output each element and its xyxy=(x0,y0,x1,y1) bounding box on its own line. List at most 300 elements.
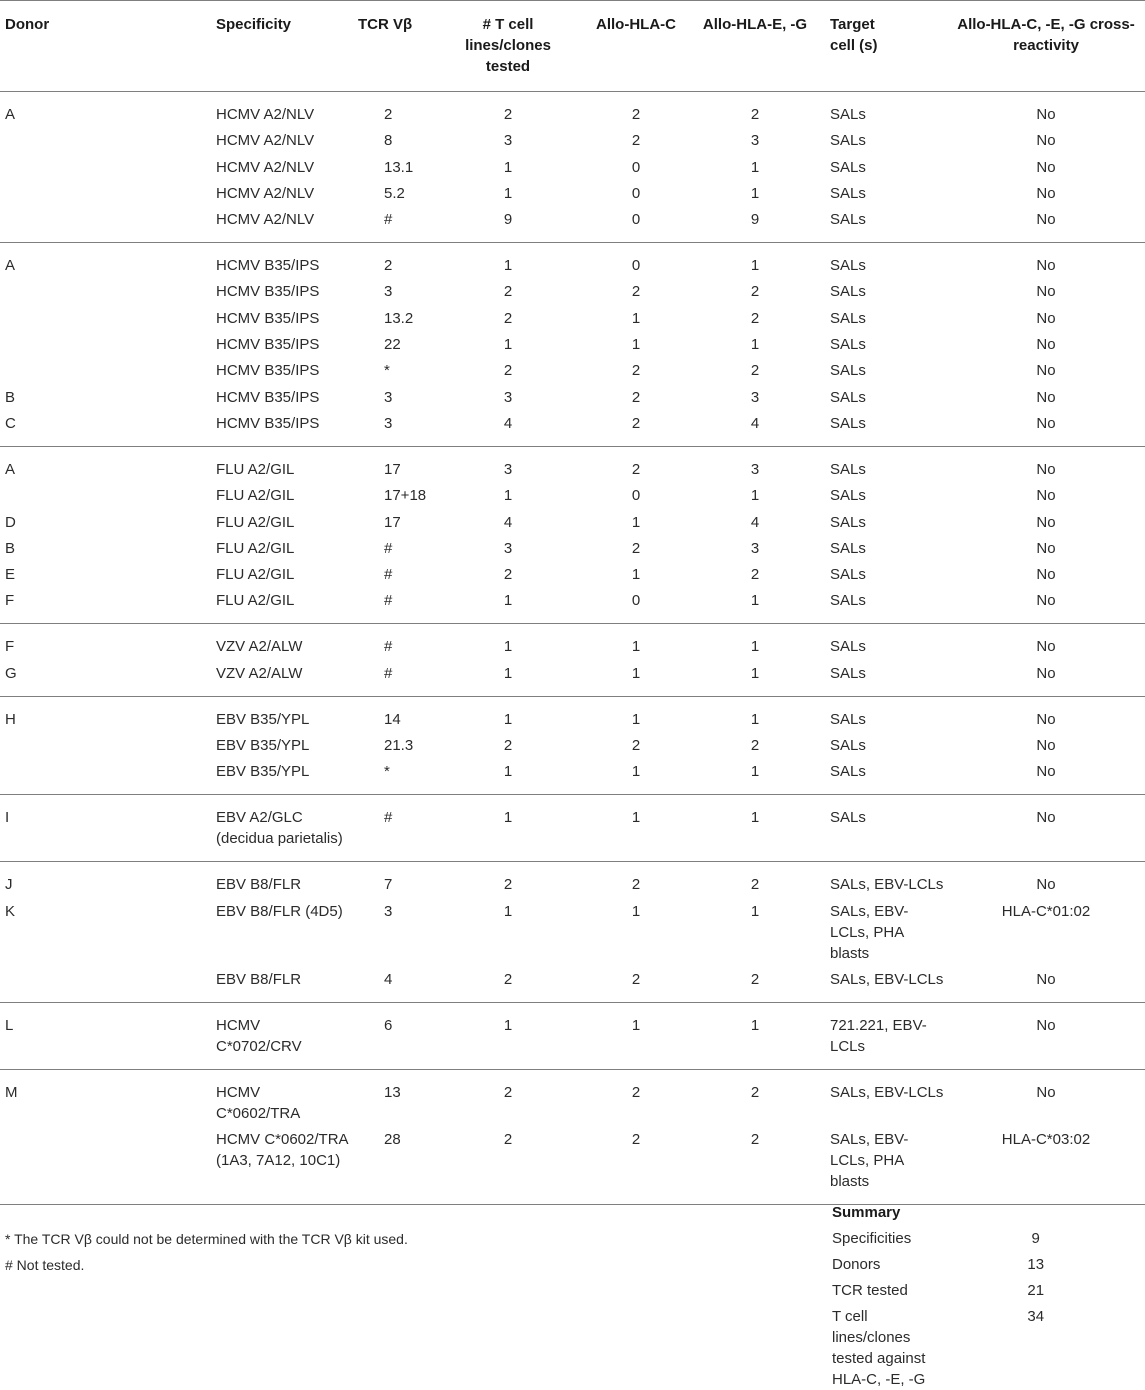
allo-hla-c-cell: 2 xyxy=(631,1083,641,1101)
target-cells-cell: SALs xyxy=(830,158,866,176)
target-cells-cell: SALs xyxy=(830,513,866,531)
donor-cell: M xyxy=(5,1083,18,1101)
cross-reactivity-cell: No xyxy=(1036,414,1056,432)
target-cells-cell: SALs xyxy=(830,460,866,478)
cross-reactivity-cell: No xyxy=(1036,566,1056,584)
tcr-vbeta-cell: 4 xyxy=(384,970,393,988)
cross-reactivity-cell: No xyxy=(1036,1016,1056,1034)
target-cells-cell: SALs xyxy=(830,664,866,682)
tcr-vbeta-cell: 3 xyxy=(384,283,393,301)
footnote-hash: # Not tested. xyxy=(5,1257,85,1273)
donor-cell xyxy=(0,355,216,381)
table-row xyxy=(0,92,1145,126)
specificity-cell: VZV A2/ALW xyxy=(216,664,303,682)
donor-cell xyxy=(0,756,216,795)
footnotes xyxy=(5,1229,705,1281)
specificity-cell: EBV A2/GLC (decidua parietalis) xyxy=(216,809,343,848)
allo-hla-c-cell: 2 xyxy=(631,283,641,301)
allo-hla-eg-cell: 3 xyxy=(750,388,760,406)
header-lines-tested: # T cell lines/clones tested xyxy=(430,1,586,92)
donor-cell: A xyxy=(5,106,16,123)
allo-hla-c-cell: 0 xyxy=(631,257,641,275)
table-row xyxy=(0,964,1145,1003)
donor-cell: G xyxy=(5,664,17,682)
table-row xyxy=(0,624,1145,658)
tcr-vbeta-cell: 3 xyxy=(384,902,393,920)
cross-reactivity-cell: No xyxy=(1036,132,1056,150)
specificity-cell: HCMV B35/IPS xyxy=(216,283,320,301)
donor-cell: D xyxy=(5,513,16,531)
allo-hla-c-cell: 1 xyxy=(631,809,641,827)
tcr-vbeta-cell: 3 xyxy=(384,414,393,432)
donor-cell xyxy=(0,276,216,302)
table-row xyxy=(0,1124,1145,1205)
table-row xyxy=(0,506,1145,532)
donor-cell: B xyxy=(5,539,16,557)
lines-tested-cell: 2 xyxy=(503,737,513,755)
allo-hla-c-cell: 2 xyxy=(631,1131,641,1149)
tcr-vbeta-cell: # xyxy=(384,664,393,682)
allo-hla-eg-cell: 9 xyxy=(750,211,760,229)
table-row xyxy=(0,125,1145,151)
specificity-cell: EBV B35/YPL xyxy=(216,737,310,755)
allo-hla-c-cell: 1 xyxy=(631,336,641,354)
tcr-vbeta-cell: 17 xyxy=(384,460,401,478)
lines-tested-cell: 2 xyxy=(503,970,513,988)
row-group xyxy=(0,92,1145,243)
target-cells-cell: SALs, EBV-LCLs xyxy=(830,1083,944,1101)
table-row xyxy=(0,151,1145,177)
allo-hla-eg-cell: 2 xyxy=(750,737,760,755)
lines-tested-cell: 1 xyxy=(503,809,513,827)
allo-hla-eg-cell: 1 xyxy=(750,257,760,275)
specificity-cell: EBV B35/YPL xyxy=(216,763,310,781)
table-row xyxy=(0,895,1145,963)
target-cells-cell: SALs xyxy=(830,809,866,827)
donor-cell xyxy=(0,302,216,328)
lines-tested-cell: 3 xyxy=(503,132,513,150)
specificity-cell: HCMV A2/NLV xyxy=(216,132,315,150)
specificity-cell: HCMV C*0702/CRV xyxy=(216,1016,302,1055)
allo-hla-c-cell: 0 xyxy=(631,184,641,202)
tcr-vbeta-cell: 5.2 xyxy=(384,184,405,202)
allo-hla-c-cell: 1 xyxy=(631,638,641,656)
row-group xyxy=(0,624,1145,696)
specificity-cell: HCMV B35/IPS xyxy=(216,257,320,275)
donor-cell xyxy=(0,329,216,355)
table-row xyxy=(0,1069,1145,1124)
tcr-vbeta-cell: 6 xyxy=(384,1016,393,1034)
summary-label: Donors xyxy=(832,1256,881,1273)
specificity-cell: FLU A2/GIL xyxy=(216,539,295,557)
cross-reactivity-cell: No xyxy=(1036,539,1056,557)
row-group xyxy=(0,1069,1145,1204)
allo-hla-eg-cell: 1 xyxy=(750,763,760,781)
specificity-cell: EBV B35/YPL xyxy=(216,710,310,728)
target-cells-cell: SALs xyxy=(830,336,866,354)
tcr-vbeta-cell: 2 xyxy=(384,106,393,123)
allo-hla-c-cell: 2 xyxy=(631,388,641,406)
specificity-cell: HCMV C*0602/TRA xyxy=(216,1083,301,1122)
table-row xyxy=(0,408,1145,447)
lines-tested-cell: 2 xyxy=(503,309,513,327)
lines-tested-cell: 3 xyxy=(503,388,513,406)
specificity-cell: HCMV A2/NLV xyxy=(216,184,315,202)
allo-hla-eg-cell: 1 xyxy=(750,902,760,920)
cross-reactivity-cell: No xyxy=(1036,283,1056,301)
allo-hla-eg-cell: 4 xyxy=(750,414,760,432)
target-cells-cell: SALs, EBV-LCLs xyxy=(830,970,944,988)
donor-cell: I xyxy=(5,809,10,827)
allo-hla-eg-cell: 1 xyxy=(750,487,760,505)
row-group xyxy=(0,1002,1145,1069)
target-cells-cell: SALs xyxy=(830,710,866,728)
cross-reactivity-cell: No xyxy=(1036,710,1056,728)
lines-tested-cell: 1 xyxy=(503,638,513,656)
cross-reactivity-cell: No xyxy=(1036,809,1056,827)
table-row xyxy=(0,795,1145,862)
lines-tested-cell: 1 xyxy=(503,902,513,920)
footnote-star: * The TCR Vβ could not be determined with the TCR Vβ kit used. xyxy=(5,1231,408,1247)
allo-hla-eg-cell: 2 xyxy=(750,309,760,327)
tcr-vbeta-cell: 13 xyxy=(384,1083,401,1101)
target-cells-cell: SALs, EBV-LCLs xyxy=(830,876,944,894)
tcr-vbeta-cell: 28 xyxy=(384,1131,401,1149)
lines-tested-cell: 2 xyxy=(503,1131,513,1149)
specificity-cell: EBV B8/FLR (4D5) xyxy=(216,902,343,920)
specificity-cell: VZV A2/ALW xyxy=(216,638,303,656)
lines-tested-cell: 1 xyxy=(503,710,513,728)
table-row xyxy=(0,381,1145,407)
tcr-vbeta-cell: 22 xyxy=(384,336,401,354)
summary-label: Specificities xyxy=(832,1230,912,1247)
donor-cell: L xyxy=(5,1016,14,1034)
lines-tested-cell: 2 xyxy=(503,566,513,584)
table-row xyxy=(0,585,1145,624)
lines-tested-cell: 1 xyxy=(503,158,513,176)
donor-cell xyxy=(0,964,216,1003)
target-cells-cell: SALs xyxy=(830,592,866,610)
tcr-vbeta-cell: 13.2 xyxy=(384,309,414,327)
cross-reactivity-cell: No xyxy=(1036,257,1056,275)
tcr-vbeta-cell: 3 xyxy=(384,388,393,406)
table-header xyxy=(0,1,1145,92)
lines-tested-cell: 4 xyxy=(503,414,513,432)
table-row xyxy=(0,178,1145,204)
target-cells-cell: SALs, EBV-LCLs, PHA blasts xyxy=(830,902,909,962)
tcr-vbeta-cell: # xyxy=(384,539,393,557)
target-cells-cell: SALs xyxy=(830,638,866,656)
table-row xyxy=(0,276,1145,302)
header-allo-hla-c: Allo-HLA-C xyxy=(586,1,686,92)
donor-cell: A xyxy=(5,460,16,478)
row-group xyxy=(0,795,1145,862)
lines-tested-cell: 1 xyxy=(503,592,513,610)
allo-hla-c-cell: 2 xyxy=(631,414,641,432)
lines-tested-cell: 9 xyxy=(503,211,513,229)
table-row xyxy=(0,559,1145,585)
cross-reactivity-cell: No xyxy=(1036,970,1056,988)
table-row xyxy=(0,1002,1145,1069)
tcr-vbeta-cell: # xyxy=(384,809,393,827)
table-row xyxy=(0,355,1145,381)
cross-reactivity-cell: No xyxy=(1036,211,1056,229)
target-cells-cell: SALs xyxy=(830,566,866,584)
allo-hla-eg-cell: 1 xyxy=(750,809,760,827)
cross-reactivity-cell: No xyxy=(1036,184,1056,202)
table-row xyxy=(0,446,1145,480)
cross-reactivity-cell: No xyxy=(1036,106,1056,123)
allo-hla-c-cell: 1 xyxy=(631,763,641,781)
allo-hla-eg-cell: 1 xyxy=(750,638,760,656)
lines-tested-cell: 3 xyxy=(503,539,513,557)
summary-row xyxy=(832,1280,1142,1301)
allo-hla-eg-cell: 3 xyxy=(750,539,760,557)
table-row xyxy=(0,480,1145,506)
cross-reactivity-cell: No xyxy=(1036,737,1056,755)
donor-cell: F xyxy=(5,592,15,610)
target-cells-cell: SALs xyxy=(830,487,866,505)
allo-hla-c-cell: 0 xyxy=(631,487,641,505)
target-cells-cell: 721.221, EBV-LCLs xyxy=(830,1016,927,1055)
target-cells-cell: SALs xyxy=(830,539,866,557)
summary-title: Summary xyxy=(832,1204,901,1221)
specificity-cell: HCMV C*0602/TRA (1A3, 7A12, 10C1) xyxy=(216,1131,348,1170)
lines-tested-cell: 2 xyxy=(503,283,513,301)
cross-reactivity-cell: No xyxy=(1036,592,1056,610)
tcr-vbeta-cell: 13.1 xyxy=(384,158,414,176)
cross-reactivity-cell: No xyxy=(1036,487,1056,505)
target-cells-cell: SALs xyxy=(830,388,866,406)
table-row xyxy=(0,696,1145,730)
summary-row xyxy=(832,1228,1142,1249)
tcr-vbeta-cell: # xyxy=(384,211,393,229)
table-row xyxy=(0,533,1145,559)
summary-row xyxy=(832,1254,1142,1275)
allo-hla-eg-cell: 1 xyxy=(750,1016,760,1034)
header-cross-reactivity: Allo-HLA-C, -E, -G cross-reactivity xyxy=(952,1,1145,92)
allo-hla-eg-cell: 1 xyxy=(750,336,760,354)
row-group xyxy=(0,696,1145,795)
lines-tested-cell: 2 xyxy=(503,876,513,894)
summary-label: T cell lines/clones tested against HLA-C, -E, -G xyxy=(832,1308,926,1388)
lines-tested-cell: 1 xyxy=(503,257,513,275)
target-cells-cell: SALs xyxy=(830,283,866,301)
table-row xyxy=(0,862,1145,896)
allo-hla-c-cell: 2 xyxy=(631,460,641,478)
allo-hla-eg-cell: 2 xyxy=(750,970,760,988)
tcr-vbeta-cell: * xyxy=(384,362,390,380)
donor-cell: E xyxy=(5,566,16,584)
donor-cell xyxy=(0,178,216,204)
target-cells-cell: SALs xyxy=(830,106,866,123)
allo-hla-c-cell: 1 xyxy=(631,309,641,327)
allo-hla-c-cell: 1 xyxy=(631,566,641,584)
cross-reactivity-cell: No xyxy=(1036,309,1056,327)
cross-reactivity-cell: No xyxy=(1036,460,1056,478)
specificity-cell: FLU A2/GIL xyxy=(216,460,295,478)
lines-tested-cell: 2 xyxy=(503,362,513,380)
cross-reactivity-cell: No xyxy=(1036,876,1056,894)
specificity-cell: HCMV B35/IPS xyxy=(216,309,320,327)
cross-reactivity-cell: HLA-C*03:02 xyxy=(1001,1131,1091,1149)
target-cells-cell: SALs xyxy=(830,257,866,275)
specificity-cell: HCMV A2/NLV xyxy=(216,158,315,176)
tcr-vbeta-cell: 8 xyxy=(384,132,393,150)
specificity-cell: EBV B8/FLR xyxy=(216,970,302,988)
allo-hla-eg-cell: 2 xyxy=(750,106,760,123)
cross-reactivity-cell: No xyxy=(1036,664,1056,682)
header-row xyxy=(0,1,1145,92)
table-row xyxy=(0,204,1145,243)
target-cells-cell: SALs, EBV-LCLs, PHA blasts xyxy=(830,1131,909,1191)
cross-reactivity-cell: HLA-C*01:02 xyxy=(1001,902,1091,920)
target-cells-cell: SALs xyxy=(830,211,866,229)
target-cells-cell: SALs xyxy=(830,362,866,380)
target-cells-cell: SALs xyxy=(830,737,866,755)
donor-cell xyxy=(0,480,216,506)
table-row xyxy=(0,329,1145,355)
target-cells-cell: SALs xyxy=(830,763,866,781)
allo-hla-c-cell: 2 xyxy=(631,106,641,123)
allo-hla-eg-cell: 2 xyxy=(750,566,760,584)
allo-hla-c-cell: 1 xyxy=(631,1016,641,1034)
allo-hla-c-cell: 2 xyxy=(631,539,641,557)
row-group xyxy=(0,243,1145,447)
summary-value: 34 xyxy=(1027,1308,1045,1325)
donor-cell: H xyxy=(5,710,16,728)
target-cells-cell: SALs xyxy=(830,132,866,150)
header-specificity: Specificity xyxy=(216,1,358,92)
header-donor: Donor xyxy=(0,1,216,92)
donor-cell: B xyxy=(5,388,16,406)
allo-hla-eg-cell: 2 xyxy=(750,1083,760,1101)
tcr-vbeta-cell: # xyxy=(384,638,393,656)
specificity-cell: FLU A2/GIL xyxy=(216,487,295,505)
table-row xyxy=(0,730,1145,756)
header-tcr-vbeta xyxy=(358,1,430,92)
allo-hla-c-cell: 0 xyxy=(631,211,641,229)
lines-tested-cell: 1 xyxy=(503,184,513,202)
table-row xyxy=(0,756,1145,795)
cross-reactivity-cell: No xyxy=(1036,513,1056,531)
allo-hla-c-cell: 0 xyxy=(631,158,641,176)
cross-reactivity-cell: No xyxy=(1036,388,1056,406)
specificity-cell: EBV B8/FLR xyxy=(216,876,302,894)
allo-hla-eg-cell: 4 xyxy=(750,513,760,531)
table-row xyxy=(0,657,1145,696)
donor-cell: K xyxy=(5,902,16,920)
summary-value: 9 xyxy=(1031,1230,1040,1247)
allo-hla-eg-cell: 2 xyxy=(750,362,760,380)
header-tcr-text: TCR Vβ xyxy=(358,16,413,33)
lines-tested-cell: 1 xyxy=(503,664,513,682)
summary-label: TCR tested xyxy=(832,1282,908,1299)
summary-row xyxy=(832,1306,1142,1390)
specificity-cell: FLU A2/GIL xyxy=(216,513,295,531)
tcr-vbeta-cell: 17 xyxy=(384,513,401,531)
summary-panel xyxy=(832,1202,1142,1390)
specificity-cell: HCMV B35/IPS xyxy=(216,336,320,354)
allo-hla-eg-cell: 2 xyxy=(750,1131,760,1149)
specificity-cell: HCMV B35/IPS xyxy=(216,362,320,380)
specificity-cell: HCMV B35/IPS xyxy=(216,388,320,406)
tcr-vbeta-cell: 14 xyxy=(384,710,401,728)
allo-hla-eg-cell: 1 xyxy=(750,664,760,682)
lines-tested-cell: 4 xyxy=(503,513,513,531)
row-group xyxy=(0,862,1145,1003)
allo-hla-c-cell: 2 xyxy=(631,970,641,988)
target-cells-cell: SALs xyxy=(830,309,866,327)
header-allo-hla-eg: Allo-HLA-E, -G xyxy=(686,1,824,92)
cross-reactivity-cell: No xyxy=(1036,336,1056,354)
table-row xyxy=(0,243,1145,277)
specificity-cell: FLU A2/GIL xyxy=(216,566,295,584)
table-row xyxy=(0,302,1145,328)
lines-tested-cell: 1 xyxy=(503,1016,513,1034)
allo-hla-eg-cell: 1 xyxy=(750,710,760,728)
summary-value: 21 xyxy=(1027,1282,1045,1299)
cross-reactivity-cell: No xyxy=(1036,763,1056,781)
lines-tested-cell: 2 xyxy=(503,1083,513,1101)
allo-hla-c-cell: 1 xyxy=(631,513,641,531)
tcr-vbeta-cell: 21.3 xyxy=(384,737,414,755)
donor-cell: F xyxy=(5,638,15,656)
specificity-cell: HCMV B35/IPS xyxy=(216,414,320,432)
allo-hla-eg-cell: 3 xyxy=(750,132,760,150)
summary-rows xyxy=(832,1228,1142,1390)
donor-cell xyxy=(0,125,216,151)
cross-reactivity-cell: No xyxy=(1036,158,1056,176)
allo-hla-c-cell: 1 xyxy=(631,710,641,728)
lines-tested-cell: 1 xyxy=(503,763,513,781)
target-cells-cell: SALs xyxy=(830,414,866,432)
donor-cell: J xyxy=(5,876,13,894)
donor-cell xyxy=(0,730,216,756)
donor-cell xyxy=(0,151,216,177)
lines-tested-cell: 1 xyxy=(503,487,513,505)
allo-hla-c-cell: 1 xyxy=(631,664,641,682)
donor-cell xyxy=(0,1124,216,1205)
tcr-vbeta-cell: 7 xyxy=(384,876,393,894)
allo-hla-eg-cell: 1 xyxy=(750,592,760,610)
specificity-cell: FLU A2/GIL xyxy=(216,592,295,610)
tcr-vbeta-cell: 17+18 xyxy=(384,487,427,505)
allo-hla-eg-cell: 1 xyxy=(750,158,760,176)
donor-cell xyxy=(0,204,216,243)
specificity-cell: HCMV A2/NLV xyxy=(216,211,315,229)
summary-value: 13 xyxy=(1027,1256,1045,1273)
target-cells-cell: SALs xyxy=(830,184,866,202)
tcr-vbeta-cell: * xyxy=(384,763,390,781)
header-target-cells: Target cell (s) xyxy=(824,1,952,92)
allo-hla-c-cell: 0 xyxy=(631,592,641,610)
allo-hla-eg-cell: 3 xyxy=(750,460,760,478)
tcr-vbeta-cell: # xyxy=(384,566,393,584)
tcr-vbeta-cell: 2 xyxy=(384,257,393,275)
cross-reactivity-cell: No xyxy=(1036,638,1056,656)
allo-hla-c-cell: 2 xyxy=(631,876,641,894)
row-group xyxy=(0,446,1145,623)
lines-tested-cell: 2 xyxy=(503,106,513,123)
lines-tested-cell: 1 xyxy=(503,336,513,354)
cross-reactivity-cell: No xyxy=(1036,362,1056,380)
donor-cell: C xyxy=(5,414,16,432)
lines-tested-cell: 3 xyxy=(503,460,513,478)
allo-hla-c-cell: 2 xyxy=(631,132,641,150)
allo-hla-eg-cell: 1 xyxy=(750,184,760,202)
tcr-vbeta-cell: # xyxy=(384,592,393,610)
